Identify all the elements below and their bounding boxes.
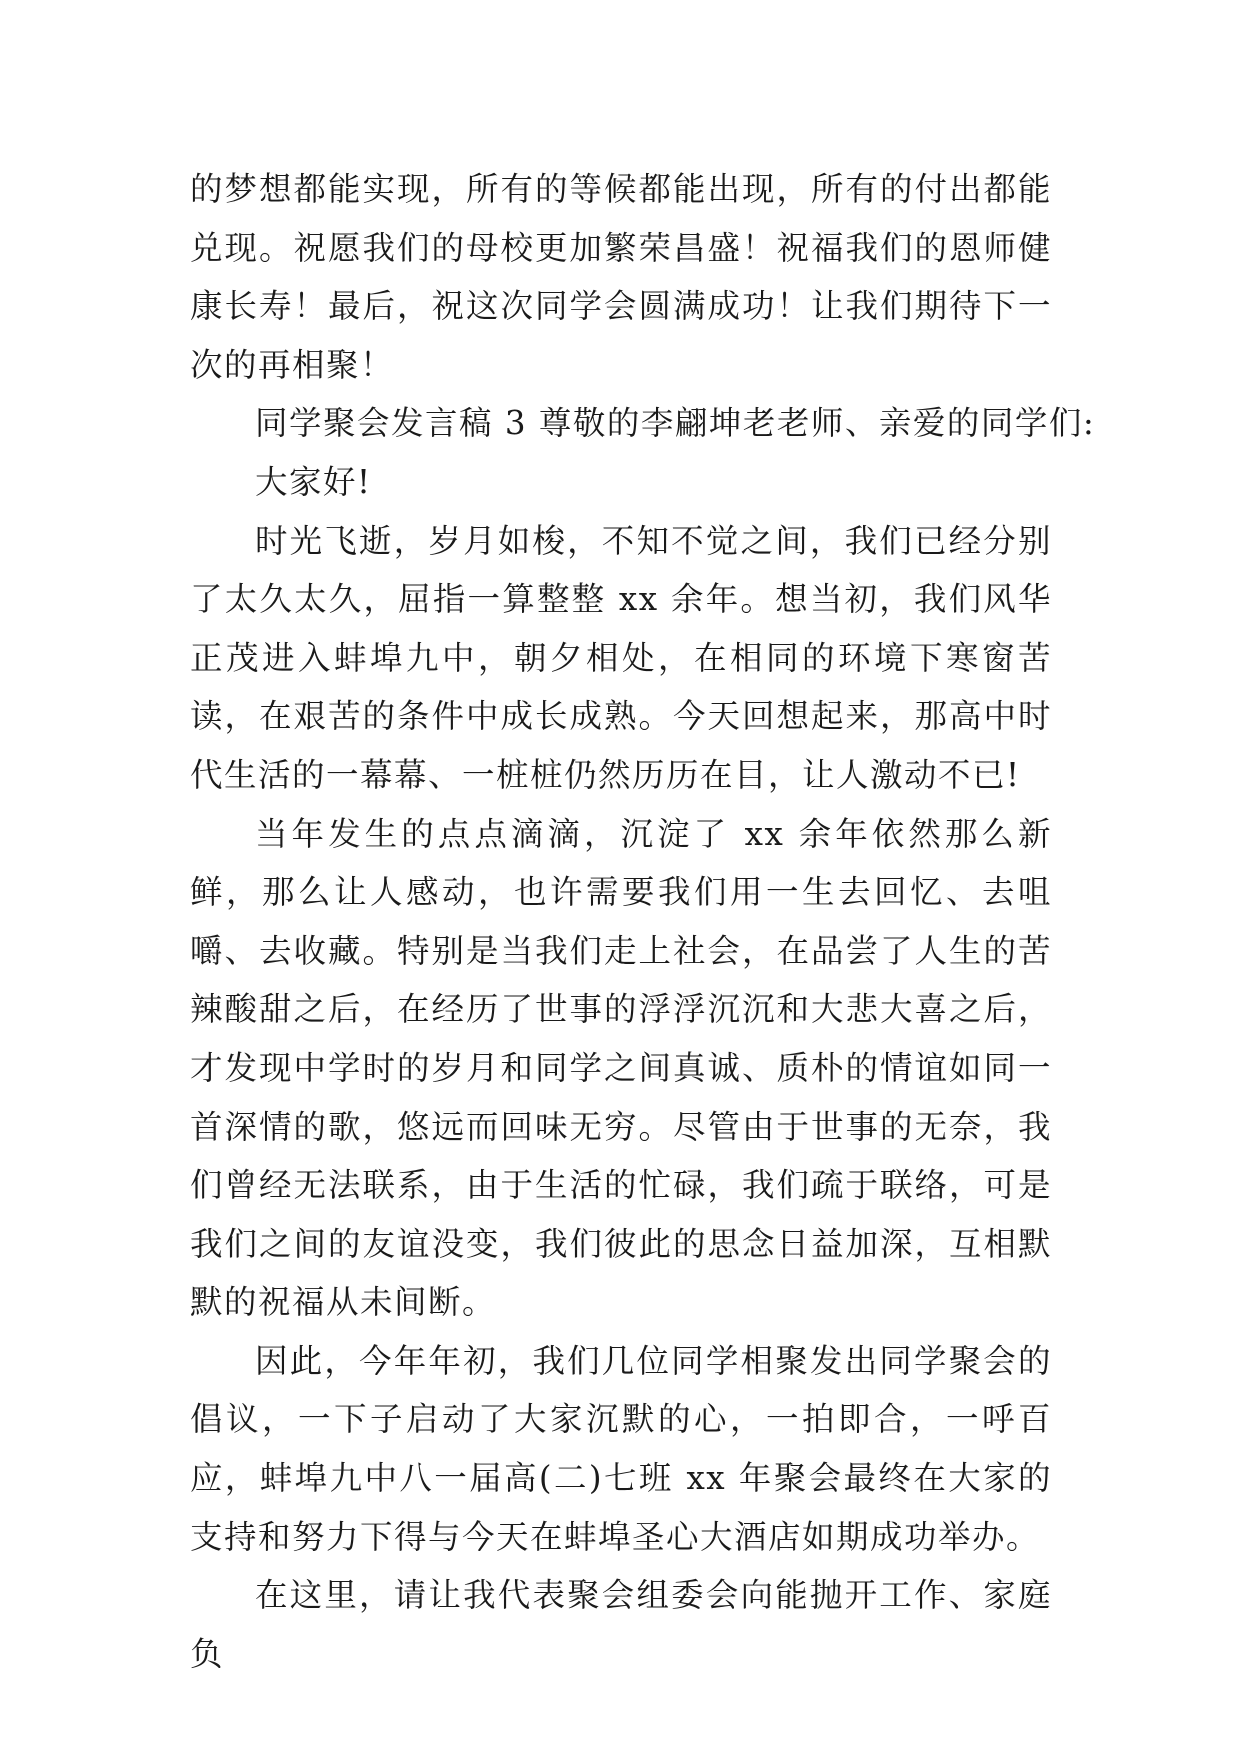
paragraph-hello: 大家好!: [255, 462, 372, 501]
paragraph-speech-3-greeting-line: 同学聚会发言稿 3 尊敬的李翩坤老老师、亲爱的同学们:: [255, 404, 1096, 443]
paragraph-reunion-initiative: 因此，今年年初，我们几位同学相聚发出同学聚会的倡议，一下子启动了大家沉默的心，一拍即合，一呼百应，蚌埠九中八一届高(二)七班 xx 年聚会最终在大家的支持和努力下得与今天在蚌埠圣心大酒店如期成功举办。: [190, 1341, 1052, 1556]
document-body: [190, 160, 1096, 1683]
paragraph-memories: 当年发生的点点滴滴，沉淀了 xx 余年依然那么新鲜，那么让人感动，也许需要我们用一生去回忆、去咀嚼、去收藏。特别是当我们走上社会，在品尝了人生的苦辣酸甜之后，在经历了世事的浮浮沉沉和大悲大喜之后，才发现中学时的岁月和同学之间真诚、质朴的情谊如同一首深情的歌，悠远而回味无穷。尽管由于世事的无奈，我们曾经无法联系，由于生活的忙碌，我们疏于联络，可是我们之间的友谊没变，我们彼此的思念日益加深，互相默默的祝福从未间断。: [190, 814, 1052, 1322]
paragraph-time-flies: 时光飞逝，岁月如梭，不知不觉之间，我们已经分别了太久太久，屈指一算整整 xx 余年。想当初，我们风华正茂进入蚌埠九中，朝夕相处，在相同的环境下寒窗苦读，在艰苦的条件中成长成熟。今天回想起来，那高中时代生活的一幕幕、一桩桩仍然历历在目，让人激动不已!: [190, 521, 1052, 794]
paragraph-thanks-start: 在这里，请让我代表聚会组委会向能抛开工作、家庭负: [190, 1576, 1052, 1673]
paragraph-closing-wishes: 的梦想都能实现，所有的等候都能出现，所有的付出都能兑现。祝愿我们的母校更加繁荣昌盛！祝福我们的恩师健康长寿！最后，祝这次同学会圆满成功！让我们期待下一次的再相聚！: [190, 170, 1052, 384]
